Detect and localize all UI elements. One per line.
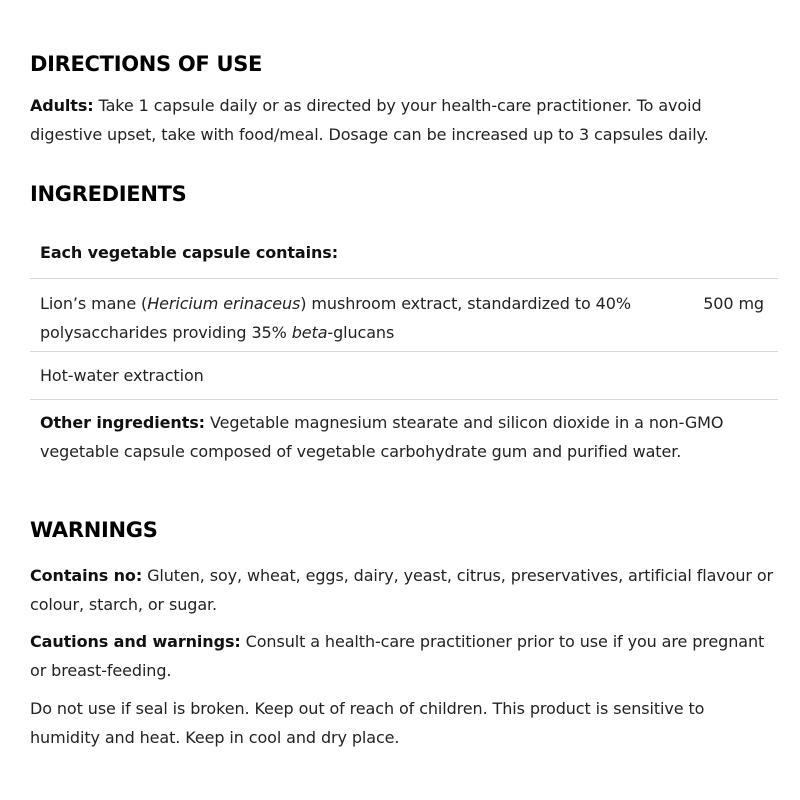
other-ingredients-row (30, 400, 778, 466)
contains-label: Contains no: (30, 566, 143, 585)
extract-amount: 500 mg (703, 294, 764, 313)
other-label: Other ingredients: (40, 413, 205, 432)
seal-warning-text: Do not use if seal is broken. Keep out of reach of children. This product is sensitive to humidity and heat. Keep in cool and dry place. (30, 699, 705, 747)
cautions-text (30, 627, 775, 685)
adults-text: Take 1 capsule daily or as directed by your health-care practitioner. To avoid digestive upset, take with food/meal. Dosage can be increased up to 3 capsules daily. (30, 96, 709, 144)
extraction-row (30, 352, 778, 399)
extract-row (30, 279, 778, 351)
directions-heading: DIRECTIONS OF USE (30, 52, 263, 76)
cautions-body: Consult a health-care practitioner prior to use if you are pregnant or breast-feeding. (30, 632, 765, 680)
ingredients-heading: INGREDIENTS (30, 182, 187, 206)
other-text: Vegetable magnesium stearate and silicon dioxide in a non-GMO vegetable capsule composed of vegetable carbohydrate gum and purified water. (40, 413, 724, 461)
adults-label: Adults: (30, 96, 94, 115)
contains-text: Gluten, soy, wheat, eggs, dairy, yeast, citrus, preservatives, artificial flavour or colour, starch, or sugar. (30, 566, 774, 614)
extract-suffix: -glucans (327, 323, 395, 342)
extract-middle: ) mushroom extract, standardized to 40% polysaccharides providing 35% (40, 294, 631, 342)
cautions-label: Cautions and warnings: (30, 632, 241, 651)
extract-prefix: Lion’s mane ( (40, 294, 148, 313)
extraction-method: Hot-water extraction (40, 366, 204, 385)
directions-text (30, 91, 775, 149)
latin-name: Hericium erinaceus (147, 294, 301, 313)
capsule-header: Each vegetable capsule contains: (40, 242, 339, 262)
warnings-heading: WARNINGS (30, 518, 158, 542)
beta-word: beta (291, 323, 328, 342)
contains-no-text (30, 561, 775, 619)
ingredients-table (30, 226, 778, 466)
extract-description (40, 289, 700, 347)
capsule-header-row (30, 226, 778, 278)
